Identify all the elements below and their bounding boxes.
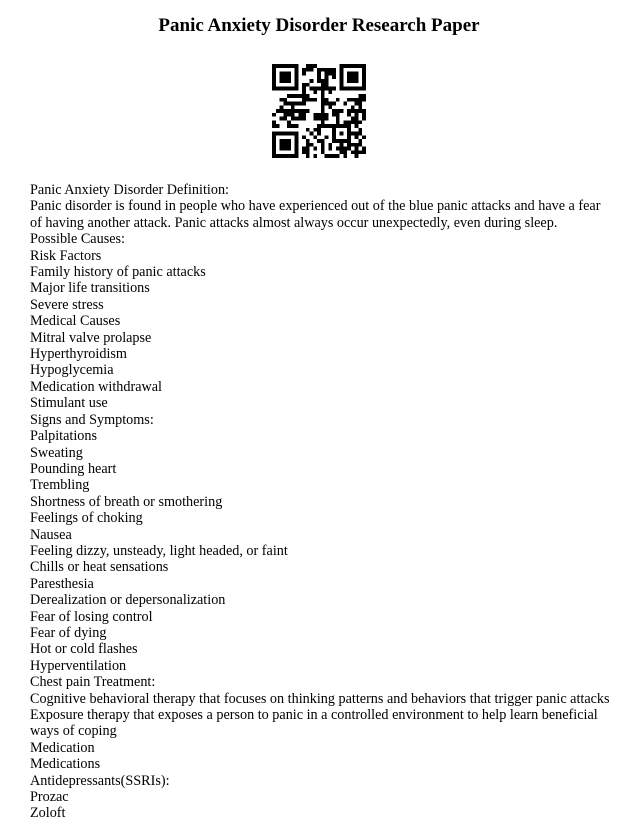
text-line: Pounding heart [30,460,117,477]
text-line: Derealization or depersonalization [30,592,226,609]
text-line: Risk Factors [30,247,102,264]
text-line: Medication withdrawal [30,378,162,395]
text-line: Hyperthyroidism [30,346,127,363]
text-line: Paresthesia [30,575,94,592]
text-line: Hypoglycemia [30,362,114,379]
text-line: Medical Causes [30,313,121,330]
text-line: Major life transitions [30,280,150,297]
text-line: Fear of dying [30,624,107,641]
text-line: Family history of panic attacks [30,264,206,281]
text-line: Fear of losing control [30,608,153,625]
text-line: Sweating [30,444,83,461]
text-line: Exposure therapy that exposes a person to panic in a controlled environment to help learn beneficial ways of coping [30,707,598,740]
text-line: Stimulant use [30,395,108,412]
text-line: Palpitations [30,428,97,445]
text-line: Mitral valve prolapse [30,329,152,346]
text-line: Signs and Symptoms: [30,411,154,428]
text-line: Nausea [30,526,72,543]
text-line: Zoloft [30,805,66,822]
text-line: Panic disorder is found in people who have experienced out of the blue panic attacks and have a fear of having another attack. Panic attacks almost always occur unexpectedly, even during sleep. [30,198,601,231]
text-line: Feeling dizzy, unsteady, light headed, or faint [30,542,288,559]
text-line: Panic Anxiety Disorder Definition: [30,182,229,198]
text-line: Chills or heat sensations [30,559,169,576]
text-line: Medications [30,756,101,773]
text-line: Feelings of choking [30,510,143,527]
text-line: Cognitive behavioral therapy that focuses on thinking patterns and behaviors that trigger panic attacks [30,690,610,707]
page-title: Panic Anxiety Disorder Research Paper [158,15,480,36]
document-body [30,182,610,822]
qr-code-icon [272,64,366,158]
text-line: Possible Causes: [30,231,125,248]
text-line: Hot or cold flashes [30,641,138,658]
text-line: Prozac [30,789,69,806]
text-line: Shortness of breath or smothering [30,493,223,510]
text-line: Medication [30,739,95,756]
text-line: Severe stress [30,296,104,313]
text-line: Trembling [30,477,90,494]
text-line: Hyperventilation [30,657,127,674]
text-line: Chest pain Treatment: [30,674,156,691]
text-line: Antidepressants(SSRIs): [30,772,170,789]
